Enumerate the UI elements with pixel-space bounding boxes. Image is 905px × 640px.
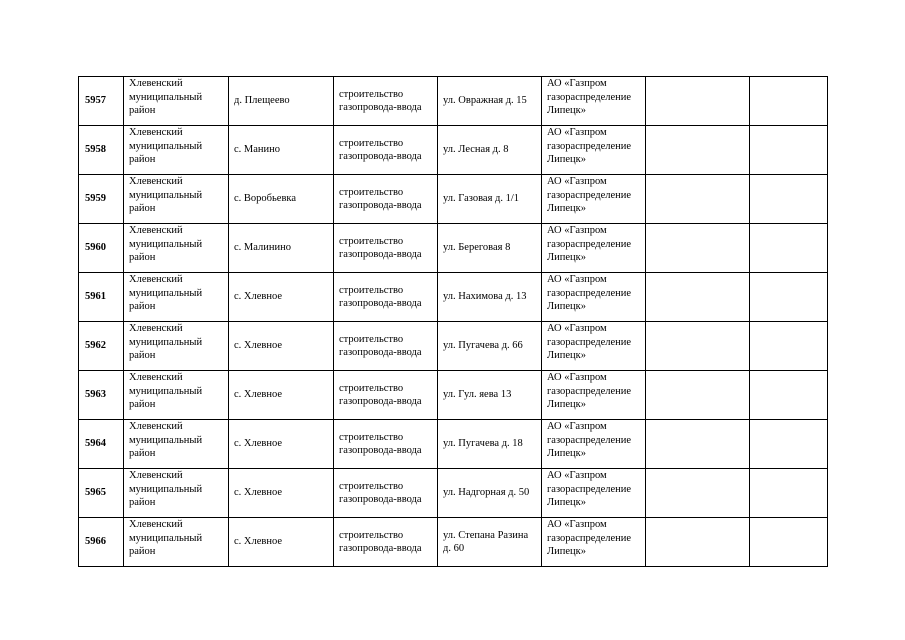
work-type-cell: строительство газопровода-ввода bbox=[334, 322, 438, 371]
empty-cell bbox=[750, 126, 828, 175]
organization-cell: АО «Газпром газораспределение Липецк» bbox=[542, 273, 646, 322]
organization-cell: АО «Газпром газораспределение Липецк» bbox=[542, 126, 646, 175]
district-cell: Хлевенский муниципальный район bbox=[124, 518, 229, 567]
empty-cell bbox=[646, 175, 750, 224]
row-number: 5961 bbox=[79, 273, 124, 322]
settlement-cell: с. Хлевное bbox=[229, 371, 334, 420]
empty-cell bbox=[646, 371, 750, 420]
table-row bbox=[79, 518, 828, 567]
work-type-cell: строительство газопровода-ввода bbox=[334, 420, 438, 469]
table-row bbox=[79, 77, 828, 126]
empty-cell bbox=[750, 224, 828, 273]
address-cell: ул. Береговая 8 bbox=[438, 224, 542, 273]
district-cell: Хлевенский муниципальный район bbox=[124, 273, 229, 322]
row-number: 5963 bbox=[79, 371, 124, 420]
empty-cell bbox=[750, 273, 828, 322]
work-type-cell: строительство газопровода-ввода bbox=[334, 77, 438, 126]
settlement-cell: с. Хлевное bbox=[229, 469, 334, 518]
district-cell: Хлевенский муниципальный район bbox=[124, 420, 229, 469]
empty-cell bbox=[646, 322, 750, 371]
empty-cell bbox=[646, 273, 750, 322]
organization-cell: АО «Газпром газораспределение Липецк» bbox=[542, 371, 646, 420]
address-cell: ул. Гул. яева 13 bbox=[438, 371, 542, 420]
address-cell: ул. Нахимова д. 13 bbox=[438, 273, 542, 322]
empty-cell bbox=[750, 175, 828, 224]
settlement-cell: с. Малинино bbox=[229, 224, 334, 273]
empty-cell bbox=[750, 469, 828, 518]
organization-cell: АО «Газпром газораспределение Липецк» bbox=[542, 469, 646, 518]
table-row bbox=[79, 175, 828, 224]
work-type-cell: строительство газопровода-ввода bbox=[334, 469, 438, 518]
address-cell: ул. Газовая д. 1/1 bbox=[438, 175, 542, 224]
district-cell: Хлевенский муниципальный район bbox=[124, 371, 229, 420]
empty-cell bbox=[750, 518, 828, 567]
table-row bbox=[79, 224, 828, 273]
table-body bbox=[79, 77, 828, 567]
work-type-cell: строительство газопровода-ввода bbox=[334, 175, 438, 224]
table-row bbox=[79, 273, 828, 322]
row-number: 5960 bbox=[79, 224, 124, 273]
row-number: 5959 bbox=[79, 175, 124, 224]
work-type-cell: строительство газопровода-ввода bbox=[334, 224, 438, 273]
empty-cell bbox=[646, 469, 750, 518]
work-type-cell: строительство газопровода-ввода bbox=[334, 371, 438, 420]
organization-cell: АО «Газпром газораспределение Липецк» bbox=[542, 518, 646, 567]
district-cell: Хлевенский муниципальный район bbox=[124, 126, 229, 175]
row-number: 5957 bbox=[79, 77, 124, 126]
address-cell: ул. Надгорная д. 50 bbox=[438, 469, 542, 518]
work-type-cell: строительство газопровода-ввода bbox=[334, 126, 438, 175]
district-cell: Хлевенский муниципальный район bbox=[124, 469, 229, 518]
address-cell: ул. Лесная д. 8 bbox=[438, 126, 542, 175]
table-row bbox=[79, 126, 828, 175]
empty-cell bbox=[750, 371, 828, 420]
address-cell: ул. Пугачева д. 18 bbox=[438, 420, 542, 469]
district-cell: Хлевенский муниципальный район bbox=[124, 224, 229, 273]
settlement-cell: с. Хлевное bbox=[229, 322, 334, 371]
work-type-cell: строительство газопровода-ввода bbox=[334, 518, 438, 567]
row-number: 5966 bbox=[79, 518, 124, 567]
settlement-cell: с. Манино bbox=[229, 126, 334, 175]
empty-cell bbox=[646, 126, 750, 175]
settlement-cell: с. Хлевное bbox=[229, 273, 334, 322]
organization-cell: АО «Газпром газораспределение Липецк» bbox=[542, 77, 646, 126]
address-cell: ул. Овражная д. 15 bbox=[438, 77, 542, 126]
row-number: 5965 bbox=[79, 469, 124, 518]
address-cell: ул. Степана Разина д. 60 bbox=[438, 518, 542, 567]
empty-cell bbox=[646, 77, 750, 126]
address-cell: ул. Пугачева д. 66 bbox=[438, 322, 542, 371]
district-cell: Хлевенский муниципальный район bbox=[124, 175, 229, 224]
settlement-cell: с. Хлевное bbox=[229, 518, 334, 567]
settlement-cell: с. Хлевное bbox=[229, 420, 334, 469]
table-row bbox=[79, 469, 828, 518]
empty-cell bbox=[646, 420, 750, 469]
organization-cell: АО «Газпром газораспределение Липецк» bbox=[542, 322, 646, 371]
work-type-cell: строительство газопровода-ввода bbox=[334, 273, 438, 322]
district-cell: Хлевенский муниципальный район bbox=[124, 322, 229, 371]
row-number: 5964 bbox=[79, 420, 124, 469]
empty-cell bbox=[646, 224, 750, 273]
empty-cell bbox=[750, 420, 828, 469]
organization-cell: АО «Газпром газораспределение Липецк» bbox=[542, 420, 646, 469]
organization-cell: АО «Газпром газораспределение Липецк» bbox=[542, 175, 646, 224]
row-number: 5958 bbox=[79, 126, 124, 175]
table-row bbox=[79, 420, 828, 469]
table-row bbox=[79, 322, 828, 371]
district-cell: Хлевенский муниципальный район bbox=[124, 77, 229, 126]
empty-cell bbox=[750, 77, 828, 126]
empty-cell bbox=[750, 322, 828, 371]
settlement-cell: д. Плещеево bbox=[229, 77, 334, 126]
settlement-cell: с. Воробьевка bbox=[229, 175, 334, 224]
organization-cell: АО «Газпром газораспределение Липецк» bbox=[542, 224, 646, 273]
table-row bbox=[79, 371, 828, 420]
empty-cell bbox=[646, 518, 750, 567]
row-number: 5962 bbox=[79, 322, 124, 371]
gas-pipeline-registry-table bbox=[78, 76, 828, 567]
